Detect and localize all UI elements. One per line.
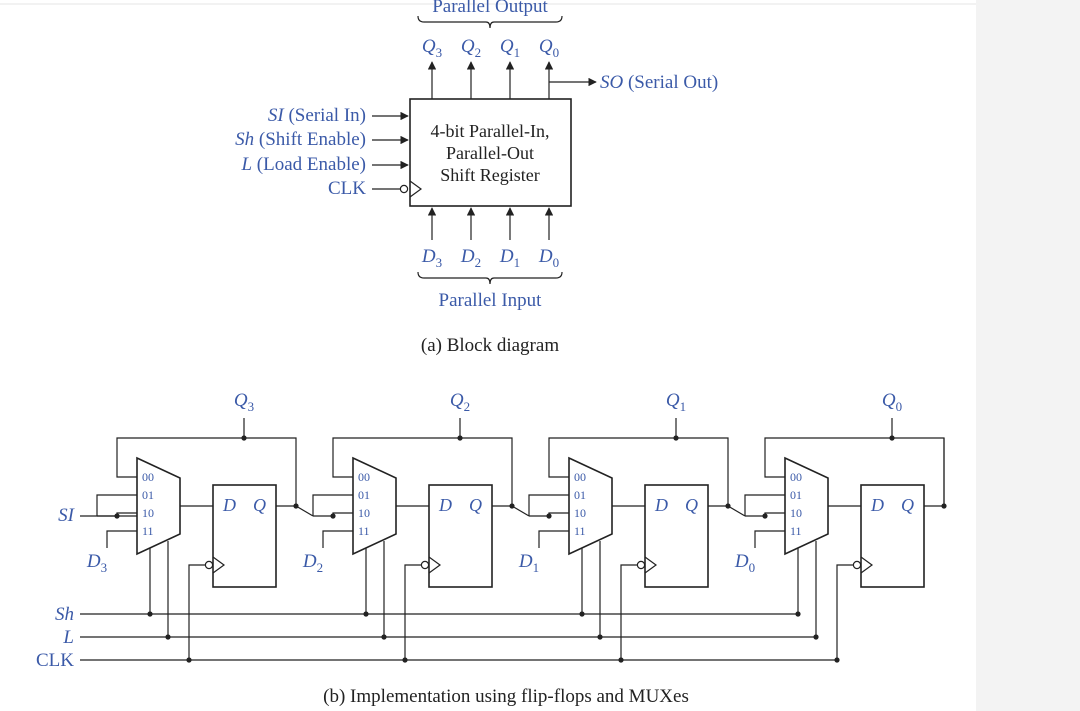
stage-1 [302,390,529,663]
output-label-q3: $Q_3$ [421,36,443,60]
input-label-l: L (Load Enable) [241,154,366,175]
l-junction [381,634,386,639]
caption-b: (b) Implementation using flip-flops and MUXes [323,686,689,707]
parallel-input-label: Parallel Input [438,290,542,311]
serial-junction [762,513,767,518]
ff-clock-bubble [421,561,428,568]
block-diagram [235,0,718,356]
ff-q-label: Q [685,495,698,515]
serial-out-label: SO (Serial Out) [600,72,719,93]
serial-10-wire [333,513,353,516]
block-title-line-3: Shift Register [440,165,540,185]
mux-input-label-10: 10 [790,506,802,520]
input-label-sh: Sh (Shift Enable) [235,129,366,150]
clk-inversion-bubble [400,185,407,192]
mux-input-label-10: 10 [142,506,154,520]
implementation-diagram [36,390,947,707]
block-title-line-1: 4-bit Parallel-In, [430,121,550,141]
ff-d-label: D [871,495,884,515]
ff-d-label: D [223,495,236,515]
stage-d-label: $D_1$ [518,551,540,575]
ff-clock-bubble [205,561,212,568]
block-title-line-2: Parallel-Out [446,143,534,163]
stage-2 [518,390,745,663]
mux-input-label-01: 01 [358,488,370,502]
stage-3 [734,390,947,663]
parallel-input-brace [418,272,562,284]
ff-clock-bubble [637,561,644,568]
sh-junction [795,611,800,616]
input-label-clk: CLK [328,178,366,199]
mux-input-label-11: 11 [142,524,154,538]
mux-input-label-11: 11 [358,524,370,538]
output-label-q2: $Q_2$ [460,36,482,60]
register-stages [86,390,947,663]
output-label-q0: $Q_0$ [538,36,560,60]
stage-q-label: $Q_3$ [233,390,255,414]
serial-10-wire [765,513,785,516]
serial-junction [114,513,119,518]
caption-a: (a) Block diagram [420,335,560,356]
input-label-d3: $D_3$ [421,246,443,270]
clk-junction [618,657,623,662]
l-junction [597,634,602,639]
d-input-wire [323,531,353,548]
mux-input-label-00: 00 [358,470,370,484]
serial-junction [330,513,335,518]
sh-junction [147,611,152,616]
sh-label: Sh [55,604,74,625]
q-to-next-wire [296,506,313,516]
page-right-margin [976,0,1080,711]
mux-input-label-10: 10 [574,506,586,520]
stage-d-label: $D_3$ [86,551,108,575]
ff-clk-wire [189,565,205,660]
serial-junction [546,513,551,518]
ff-d-label: D [439,495,452,515]
output-label-q1: $Q_1$ [499,36,521,60]
parallel-output-label: Parallel Output [432,0,548,17]
ff-clk-wire [621,565,637,660]
input-label-si: SI (Serial In) [267,105,366,126]
ff-d-label: D [655,495,668,515]
q-to-next-wire [728,506,745,516]
mux-input-label-01: 01 [574,488,586,502]
input-label-d1: $D_1$ [499,246,521,270]
mux-input-label-00: 00 [790,470,802,484]
ff-q-label: Q [901,495,914,515]
parallel-output-brace [418,16,562,28]
mux-input-label-11: 11 [790,524,802,538]
ff-clock-bubble [853,561,860,568]
mux-input-label-00: 00 [574,470,586,484]
d-input-wire [539,531,569,548]
clk-junction [834,657,839,662]
mux-input-label-11: 11 [574,524,586,538]
d-input-wire [107,531,137,548]
input-label-d2: $D_2$ [460,246,482,270]
l-junction [813,634,818,639]
mux-input-label-01: 01 [790,488,802,502]
l-junction [165,634,170,639]
ff-clk-wire [405,565,421,660]
ff-clk-wire [837,565,853,660]
mux-input-label-01: 01 [142,488,154,502]
clk-label: CLK [36,650,74,671]
q-to-next-wire [512,506,529,516]
mux-input-label-00: 00 [142,470,154,484]
clk-junction [402,657,407,662]
si-label: SI [58,505,74,526]
l-label: L [63,627,74,648]
ff-q-label: Q [469,495,482,515]
serial-10-wire [549,513,569,516]
sh-junction [363,611,368,616]
mux-input-label-10: 10 [358,506,370,520]
sh-junction [579,611,584,616]
ff-q-label: Q [253,495,266,515]
stage-0 [86,390,313,663]
stage-q-label: $Q_0$ [881,390,903,414]
d-input-wire [755,531,785,548]
stage-q-label: $Q_2$ [449,390,471,414]
stage-d-label: $D_2$ [302,551,324,575]
clk-junction [186,657,191,662]
input-label-d0: $D_0$ [538,246,560,270]
stage-q-label: $Q_1$ [665,390,687,414]
stage-d-label: $D_0$ [734,551,756,575]
